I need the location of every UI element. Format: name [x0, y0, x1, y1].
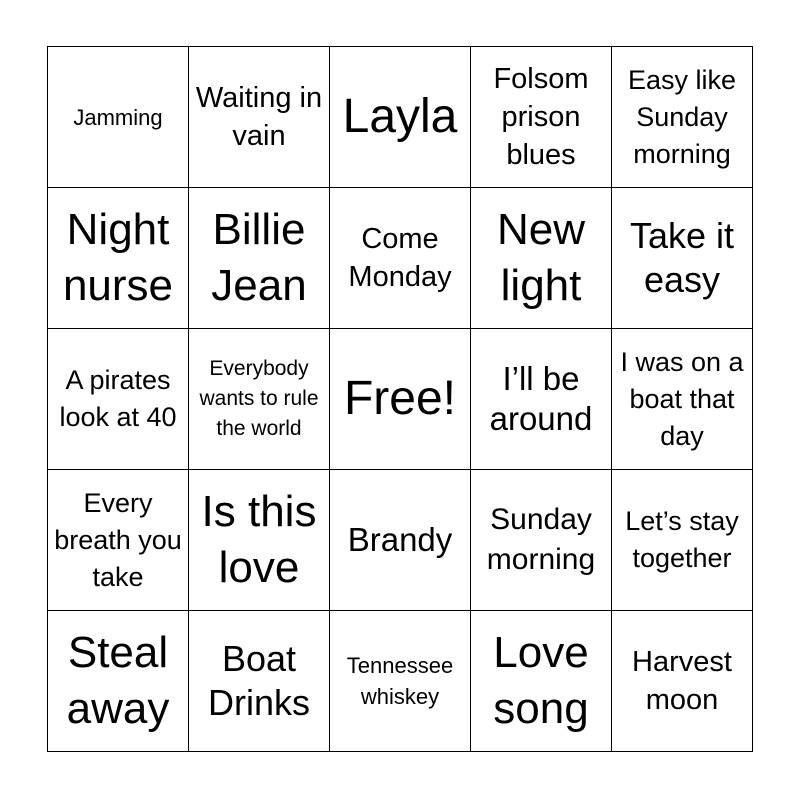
- bingo-cell-text: Easy like Sunday morning: [627, 64, 737, 169]
- bingo-cell-text: Layla: [342, 90, 458, 143]
- bingo-cell[interactable]: [612, 611, 753, 752]
- bingo-cell-text: Jamming: [73, 104, 163, 130]
- bingo-cell-text: Every breath you take: [54, 487, 182, 592]
- bingo-cell-text: Come Monday: [348, 223, 452, 293]
- bingo-cell[interactable]: [612, 470, 753, 611]
- bingo-cell-text: I was on a boat that day: [620, 346, 744, 451]
- bingo-cell[interactable]: [612, 47, 753, 188]
- bingo-cell-text: Billie Jean: [211, 205, 307, 310]
- bingo-cell[interactable]: [612, 329, 753, 470]
- bingo-cell-text: A pirates look at 40: [59, 365, 177, 432]
- bingo-cell[interactable]: [48, 47, 189, 188]
- bingo-cell-text: Let’s stay together: [625, 506, 739, 573]
- bingo-cell[interactable]: [330, 470, 471, 611]
- bingo-cell[interactable]: [48, 470, 189, 611]
- bingo-cell-text: Brandy: [347, 521, 453, 558]
- bingo-cell[interactable]: [48, 188, 189, 329]
- bingo-cell-text: Night nurse: [62, 205, 174, 310]
- bingo-cell[interactable]: [471, 611, 612, 752]
- bingo-cell[interactable]: [471, 188, 612, 329]
- bingo-cell[interactable]: [471, 329, 612, 470]
- bingo-cell[interactable]: [48, 329, 189, 470]
- bingo-cell-text: Boat Drinks: [207, 638, 310, 723]
- bingo-card: [47, 46, 753, 752]
- bingo-cell-text: Free!: [343, 372, 457, 425]
- bingo-cell[interactable]: [471, 470, 612, 611]
- bingo-cell[interactable]: [189, 188, 330, 329]
- bingo-cell-text: Steal away: [66, 628, 170, 733]
- bingo-cell[interactable]: [189, 47, 330, 188]
- bingo-cell[interactable]: [471, 47, 612, 188]
- bingo-cell-text: Everybody wants to rule the world: [199, 357, 319, 440]
- bingo-cell-text: Tennessee whiskey: [346, 653, 454, 709]
- bingo-cell[interactable]: [330, 188, 471, 329]
- bingo-cell-text: Waiting in vain: [195, 82, 323, 152]
- bingo-cell[interactable]: [330, 611, 471, 752]
- bingo-cell[interactable]: [189, 611, 330, 752]
- bingo-cell[interactable]: [612, 188, 753, 329]
- bingo-cell-text: Sunday morning: [486, 503, 596, 576]
- bingo-cell-text: I’ll be around: [489, 360, 593, 437]
- bingo-cell[interactable]: [189, 470, 330, 611]
- bingo-cell-text: Is this love: [201, 487, 317, 592]
- bingo-cell-text: Take it easy: [629, 215, 735, 300]
- bingo-cell-text: Love song: [493, 628, 589, 733]
- bingo-cell[interactable]: [330, 47, 471, 188]
- bingo-cell[interactable]: [189, 329, 330, 470]
- bingo-cell-text: Folsom prison blues: [493, 63, 589, 171]
- bingo-cell-text: New light: [496, 205, 586, 310]
- bingo-cell-text: Harvest moon: [632, 646, 732, 716]
- bingo-cell[interactable]: [48, 611, 189, 752]
- bingo-cell[interactable]: [330, 329, 471, 470]
